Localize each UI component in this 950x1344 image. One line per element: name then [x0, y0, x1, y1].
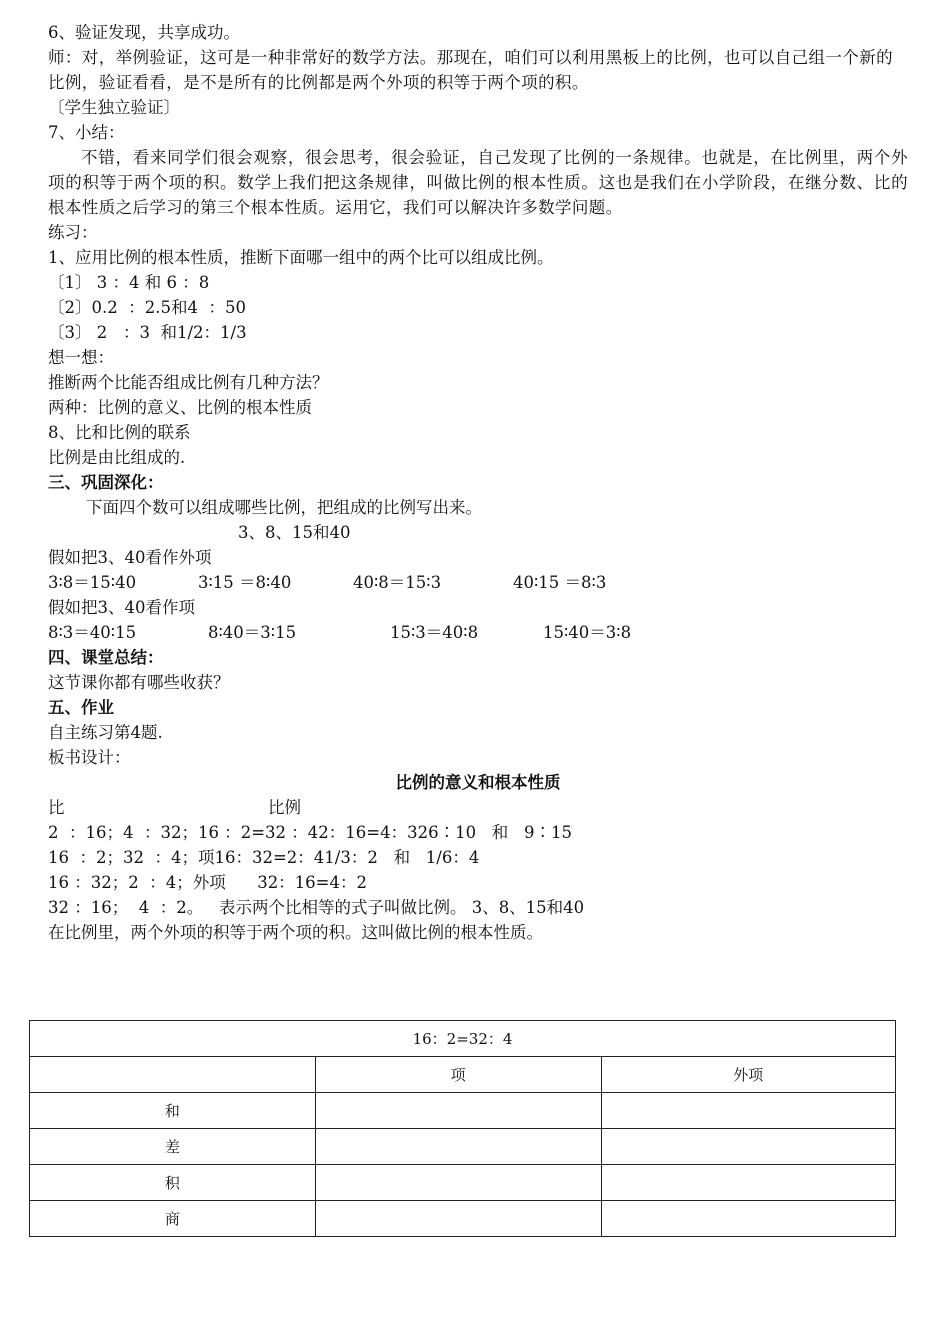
teacher-paragraph: 师：对，举例验证，这可是一种非常好的数学方法。那现在，咱们可以利用黑板上的比例，也可以自己组一个新的比例，验证看看，是不是所有的比例都是两个外项的积等于两个项的积。 [48, 48, 893, 92]
outer-proportions-row [48, 570, 908, 595]
table-cell [315, 1129, 601, 1165]
inner-terms-heading: 假如把3、40看作项 [48, 598, 195, 617]
table-cell [315, 1201, 601, 1237]
board-line-2: 16 ：2；32 ：4；项16：32=2：41/3：2 和 1/6：4 [48, 848, 480, 867]
section-3-heading: 三、巩固深化： [48, 473, 164, 492]
board-line-5: 在比例里，两个外项的积等于两个项的积。这叫做比例的根本性质。 [48, 923, 543, 942]
table-cell [601, 1165, 895, 1201]
four-numbers: 3、8、15和40 [238, 523, 351, 542]
summary-question: 这节课你都有哪些收获？ [48, 673, 230, 692]
table-row-quotient: 商 [30, 1201, 316, 1237]
board-line-1: 2 ：16；4 ：32；16 ：2=32 ：42：16=4：326∶10 和 9∶15 [48, 823, 573, 842]
table-cell [315, 1165, 601, 1201]
outer-terms-heading: 假如把3、40看作外项 [48, 548, 212, 567]
table-cell [601, 1201, 895, 1237]
section-8-heading: 8、比和比例的联系 [48, 423, 191, 442]
board-proportion-label: 比例 [268, 798, 301, 817]
section-7-heading: 7、小结： [48, 123, 125, 142]
think-answer: 两种：比例的意义、比例的根本性质 [48, 398, 312, 417]
practice-heading: 练习： [48, 223, 98, 242]
section-5-heading: 五、作业 [48, 698, 114, 717]
practice-item-3: 〔3〕 2 ：3 和1/2：1/3 [48, 323, 247, 342]
proportion-item: 15∶40＝3∶8 [543, 623, 632, 642]
table-header-inner: 项 [315, 1057, 601, 1093]
table-row-sum: 和 [30, 1093, 316, 1129]
practice-question: 1、应用比例的根本性质，推断下面哪一组中的两个比可以组成比例。 [48, 248, 554, 267]
board-design-heading: 板书设计： [48, 748, 131, 767]
board-column-labels [48, 795, 908, 820]
proportion-item: 8∶40＝3∶15 [208, 623, 297, 642]
document-page [48, 20, 908, 945]
proportion-item: 15∶3＝40∶8 [390, 623, 479, 642]
inner-proportions-row [48, 620, 908, 645]
practice-item-2: 〔2〕0.2 ：2.5和4 ：50 [48, 298, 246, 317]
think-question: 推断两个比能否组成比例有几种方法？ [48, 373, 329, 392]
table-header-outer: 外项 [601, 1057, 895, 1093]
board-title: 比例的意义和根本性质 [395, 773, 561, 792]
consolidate-question: 下面四个数可以组成哪些比例，把组成的比例写出来。 [86, 498, 482, 517]
board-line-4: 32 ：16； 4 ：2。 表示两个比相等的式子叫做比例。 3、8、15和40 [48, 898, 585, 917]
student-verify-note: 〔学生独立验证〕 [48, 98, 180, 117]
proportion-item: 8∶3＝40∶15 [48, 623, 137, 642]
proportion-item: 3∶8＝15∶40 [48, 573, 137, 592]
think-heading: 想一想： [48, 348, 114, 367]
board-line-3: 16 ：32；2 ：4；外项 32：16=4：2 [48, 873, 368, 892]
proportion-item: 40∶15 ＝8∶3 [513, 573, 607, 592]
section-6-heading: 6、验证发现，共享成功。 [48, 23, 240, 42]
summary-paragraph: 不错，看来同学们很会观察，很会思考，很会验证，自己发现了比例的一条规律。也就是，在比例里，两个外项的积等于两个项的积。数学上我们把这条规律，叫做比例的根本性质。这也是我们在小学阶段，在继分数、比的根本性质之后学习的第三个根本性质。运用它，我们可以解决许多数学问题。 [48, 148, 908, 217]
proportion-item: 3∶15 ＝8∶40 [198, 573, 292, 592]
table-cell [315, 1093, 601, 1129]
table-header-empty [30, 1057, 316, 1093]
section-4-heading: 四、课堂总结： [48, 648, 164, 667]
homework-text: 自主练习第4题. [48, 723, 163, 742]
practice-item-1: 〔1〕 3 ：4 和 6 ：8 [48, 273, 210, 292]
table-cell [601, 1129, 895, 1165]
table-row-product: 积 [30, 1165, 316, 1201]
section-8-text: 比例是由比组成的. [48, 448, 186, 467]
property-table [29, 1020, 896, 1237]
table-title: 16：2=32：4 [30, 1021, 896, 1057]
table-row-difference: 差 [30, 1129, 316, 1165]
board-ratio-label: 比 [48, 798, 65, 817]
table-cell [601, 1093, 895, 1129]
proportion-item: 40∶8＝15∶3 [353, 573, 442, 592]
